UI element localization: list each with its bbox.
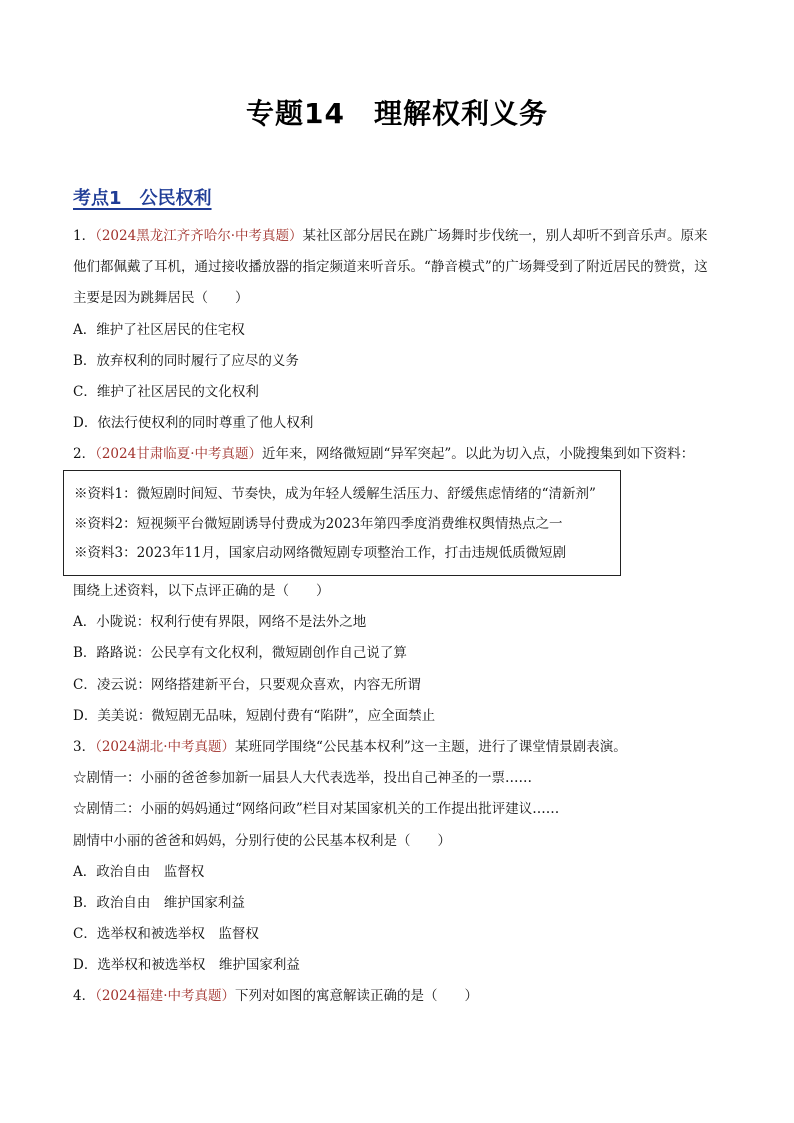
question-source: （2024甘肃临夏·中考真题） [95, 446, 262, 462]
question-3-plot-2: ☆剧情二：小丽的妈妈通过“网络问政”栏目对某国家机关的工作提出批评建议…… [73, 801, 560, 817]
question-3-option-b: B．政治自由 维护国家利益 [73, 895, 245, 911]
page-title: 专题14 理解权利义务 [246, 97, 548, 130]
question-3-option-a: A．政治自由 监督权 [73, 864, 205, 880]
question-3-option-c: C．选举权和被选举权 监督权 [73, 926, 259, 942]
question-stem: 近年来，网络微短剧“异军突起”。以此为切入点，小陇搜集到如下资料： [262, 446, 695, 462]
question-stem: 某社区部分居民在跳广场舞时步伐统一，别人却听不到音乐声。原来 [302, 228, 708, 244]
material-1: ※资料1：微短剧时间短、节奏快，成为年轻人缓解生活压力、舒缓焦虑情绪的“清新剂” [74, 486, 596, 502]
question-3-prompt: 剧情中小丽的爸爸和妈妈，分别行使的公民基本权利是（ ） [73, 833, 451, 849]
question-1-option-b: B．放弃权利的同时履行了应尽的义务 [73, 353, 299, 369]
question-number: 1． [73, 228, 96, 244]
question-1-option-d: D．依法行使权利的同时尊重了他人权利 [73, 415, 314, 431]
question-2-option-a: A．小陇说：权利行使有界限，网络不是法外之地 [73, 614, 367, 630]
question-2-option-b: B．路路说：公民享有文化权利，微短剧创作自己说了算 [73, 645, 407, 661]
question-number: 4． [73, 988, 96, 1004]
materials-box [63, 470, 621, 576]
question-2-option-d: D．美美说：微短剧无品味，短剧付费有“陷阱”，应全面禁止 [73, 708, 436, 724]
question-source: （2024福建·中考真题） [95, 988, 235, 1004]
question-3-plot-1: ☆剧情一：小丽的爸爸参加新一届县人大代表选举，投出自己神圣的一票…… [73, 770, 532, 786]
question-1-line-1 [73, 226, 708, 246]
question-4-line-1 [73, 986, 478, 1006]
question-2-prompt: 围绕上述资料，以下点评正确的是（ ） [73, 583, 330, 599]
question-2-option-c: C．凌云说：网络搭建新平台，只要观众喜欢，内容无所谓 [73, 677, 421, 693]
question-2-line-1 [73, 444, 694, 464]
question-3-option-d: D．选举权和被选举权 维护国家利益 [73, 957, 300, 973]
question-number: 3． [73, 739, 96, 755]
question-number: 2． [73, 446, 96, 462]
question-3-line-1 [73, 737, 627, 757]
material-3: ※资料3：2023年11月，国家启动网络微短剧专项整治工作，打击违规低质微短剧 [74, 545, 567, 561]
section-heading: 考点1 公民权利 [73, 188, 212, 209]
material-2: ※资料2：短视频平台微短剧诱导付费成为2023年第四季度消费维权舆情热点之一 [74, 516, 563, 532]
question-1-option-a: A．维护了社区居民的住宅权 [73, 322, 245, 338]
question-1-line-3: 主要是因为跳舞居民（ ） [73, 290, 249, 306]
question-stem: 某班同学围绕“公民基本权利”这一主题，进行了课堂情景剧表演。 [235, 739, 627, 755]
question-source: （2024湖北·中考真题） [95, 739, 235, 755]
question-1-option-c: C．维护了社区居民的文化权利 [73, 384, 259, 400]
question-source: （2024黑龙江齐齐哈尔·中考真题） [95, 228, 303, 244]
question-1-line-2: 他们都佩戴了耳机，通过接收播放器的指定频道来听音乐。“静音模式”的广场舞受到了附近居民的赞赏，这 [73, 259, 708, 275]
question-stem: 下列对如图的寓意解读正确的是（ ） [235, 988, 478, 1004]
